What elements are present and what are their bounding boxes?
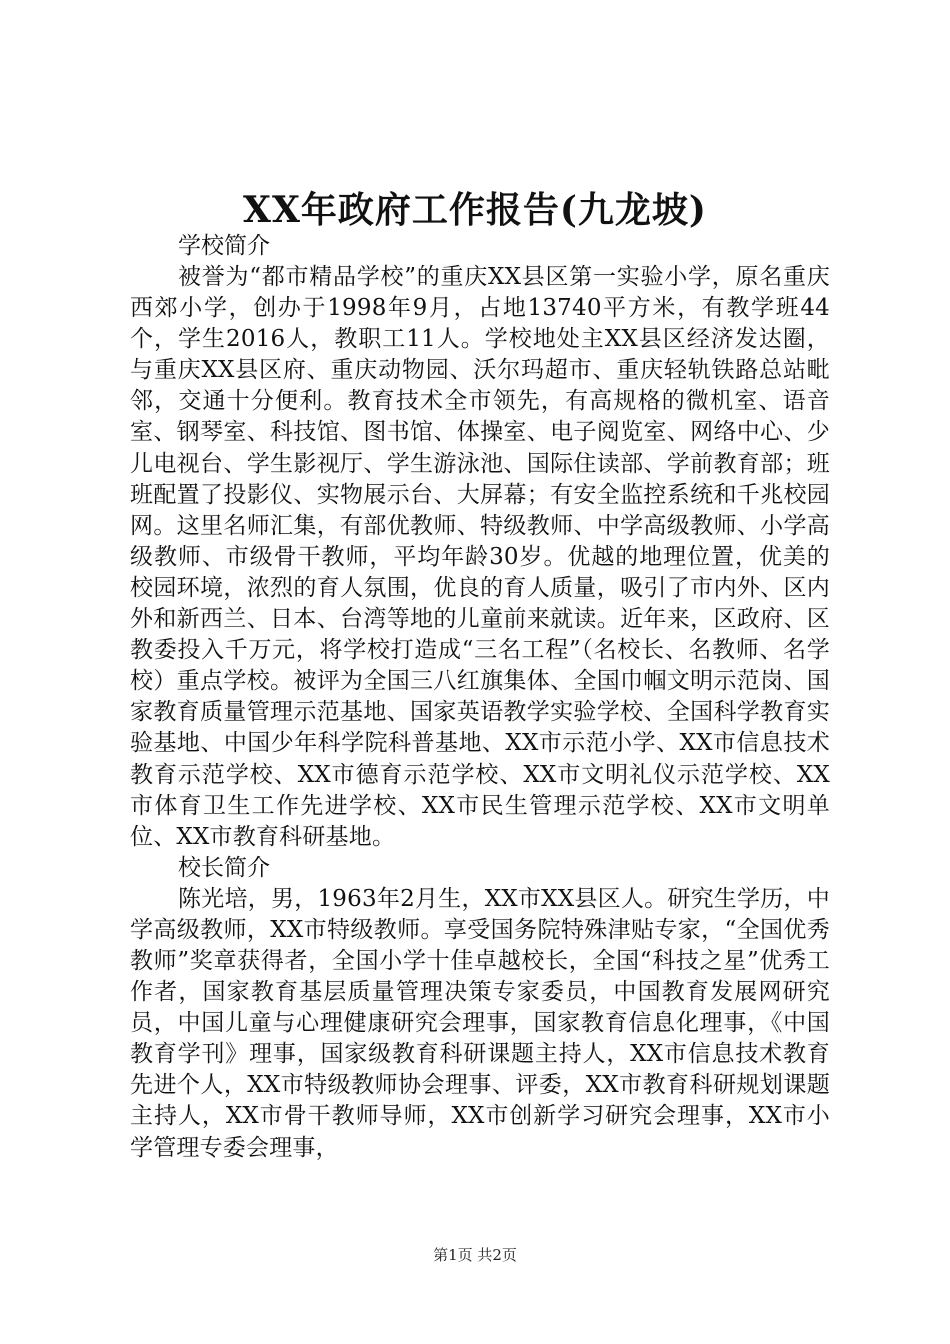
document-body <box>130 231 830 1164</box>
page-footer: 第1页 共2页 <box>433 1246 517 1264</box>
section-heading-principal: 校长简介 <box>178 854 270 881</box>
section-paragraph-principal: 陈光培，男，1963年2月生，XX市XX县区人。研究生学历，中学高级教师，XX市特级教师。享受国务院特殊津贴专家，“全国优秀教师”奖章获得者，全国小学十佳卓越校长，全国“科技之星”优秀工作者，国家教育基层质量管理决策专家委员，中国教育发展网研究员，中国儿童与心理健康研究会理事，国家教育信息化理事，《中国教育学刊》理事，国家级教育科研课题主持人，XX市信息技术教育先进个人，XX市特级教师协会理事、评委，XX市教育科研规划课题主持人，XX市骨干教师导师，XX市创新学习研究会理事，XX市小学管理专委会理事， <box>130 885 830 1161</box>
document-title: XX年政府工作报告(九龙坡) <box>243 189 707 231</box>
section-heading-school: 学校简介 <box>178 233 270 259</box>
section-paragraph-school: 被誉为“都市精品学校”的重庆XX县区第一实验小学，原名重庆西郊小学，创办于1998年9月，占地13740平方米，有教学班44个，学生2016人，教职工11人。学校地处主XX县区经济发达圈，与重庆XX县区府、重庆动物园、沃尔玛超市、重庆轻轨铁路总站毗邻，交通十分便利。教育技术全市领先，有高规格的微机室、语音室、钢琴室、科技馆、图书馆、体操室、电子阅览室、网络中心、少儿电视台、学生影视厅、学生游泳池、国际住读部、学前教育部；班班配置了投影仪、实物展示台、大屏幕；有安全监控系统和千兆校园网。这里名师汇集，有部优教师、特级教师、中学高级教师、小学高级教师、市级骨干教师，平均年龄30岁。优越的地理位置，优美的校园环境，浓烈的育人氛围，优良的育人质量，吸引了市内外、区内外和新西兰、日本、台湾等地的儿童前来就读。近年来，区政府、区教委投入千万元，将学校打造成“三名工程”（名校长、名教师、名学校）重点学校。被评为全国三八红旗集体、全国巾帼文明示范岗、国家教育质量管理示范基地、国家英语教学实验学校、全国科学教育实验基地、中国少年科学院科普基地、XX市示范小学、XX市信息技术教育示范学校、XX市德育示范学校、XX市文明礼仪示范学校、XX市体育卫生工作先进学校、XX市民生管理示范学校、XX市文明单位、XX市教育科研基地。 <box>130 264 830 850</box>
